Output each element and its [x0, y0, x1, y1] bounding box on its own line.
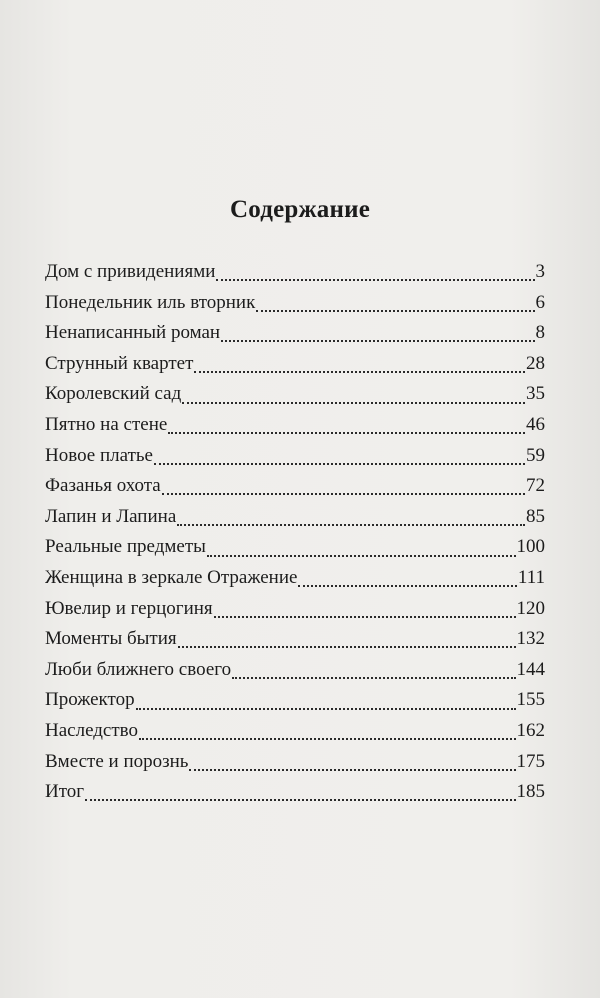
toc-entry — [45, 318, 545, 349]
dot-leader — [168, 432, 525, 434]
toc-entry-page-number: 144 — [516, 658, 545, 680]
toc-entry — [45, 777, 545, 808]
toc-entry-title: Дом с привидениями — [45, 261, 216, 282]
toc-entry — [45, 288, 545, 319]
toc-entry-title: Понедельник иль вторник — [45, 291, 256, 313]
toc-entry-title: Пятно на стене — [45, 413, 168, 435]
dot-leader — [214, 616, 516, 618]
toc-entry-title: Прожектор — [45, 689, 135, 711]
toc-entry — [45, 655, 545, 686]
toc-entry — [45, 747, 545, 778]
toc-entry-title: Наследство — [45, 719, 138, 741]
toc-entry-page-number: 28 — [526, 352, 545, 374]
dot-leader — [162, 493, 525, 495]
toc-entry-title: Ювелир и герцогиня — [45, 597, 213, 619]
toc-entry-page-number: 35 — [526, 383, 545, 405]
toc-entry-page-number: 111 — [517, 566, 545, 588]
toc-entry-page-number: 132 — [516, 628, 545, 650]
dot-leader — [177, 524, 525, 526]
toc-entry — [45, 410, 545, 441]
toc-entry-title: Струнный квартет — [45, 352, 194, 374]
toc-entry-page-number: 8 — [535, 322, 545, 344]
page-title: Содержание — [229, 196, 370, 223]
toc-entry — [45, 441, 545, 472]
toc-entry-page-number: 155 — [516, 689, 545, 711]
toc-entry-page-number: 72 — [526, 475, 545, 497]
toc-entry — [45, 502, 545, 533]
dot-leader — [232, 677, 515, 679]
dot-leader — [154, 463, 525, 465]
toc-entry-title: Реальные предметы — [45, 536, 206, 558]
toc-entry-page-number: 162 — [516, 719, 545, 741]
toc-entry — [45, 471, 545, 502]
dot-leader — [256, 310, 534, 312]
toc-entry-title: Вместе и порознь — [45, 750, 189, 772]
toc-entry — [45, 532, 545, 563]
dot-leader — [216, 279, 534, 281]
dot-leader — [221, 340, 534, 342]
toc-entry-title: Фазанья охота — [45, 475, 161, 497]
toc-entry — [45, 716, 545, 747]
toc-entry-title: Моменты бытия — [45, 628, 177, 650]
toc-entry — [45, 379, 545, 410]
toc-entry-page-number: 6 — [535, 291, 545, 313]
dot-leader — [136, 708, 516, 710]
toc-entry-page-number: 59 — [526, 444, 545, 466]
dot-leader — [178, 646, 516, 648]
toc-entry-title: Новое платье — [45, 444, 153, 466]
toc-entry-page-number: 185 — [516, 781, 545, 803]
dot-leader — [139, 738, 516, 740]
toc-entry — [45, 594, 545, 625]
toc-entry-page-number: 120 — [516, 597, 545, 619]
table-of-contents — [45, 257, 545, 808]
toc-entry-title: Королевский сад — [45, 383, 182, 405]
toc-entry-page-number: 175 — [516, 750, 545, 772]
dot-leader — [189, 769, 515, 771]
toc-entry — [45, 624, 545, 655]
dot-leader — [85, 799, 515, 801]
toc-entry — [45, 685, 545, 716]
dot-leader — [182, 402, 525, 404]
toc-entry-page-number: 100 — [516, 536, 545, 558]
toc-entry — [45, 257, 545, 288]
toc-entry-title: Ненаписанный роман — [45, 322, 221, 344]
toc-entry — [45, 349, 545, 380]
toc-entry-page-number: 3 — [535, 261, 545, 282]
toc-entry-title: Лапин и Лапина — [45, 505, 177, 527]
toc-entry-page-number: 85 — [526, 505, 545, 527]
toc-entry-page-number: 46 — [526, 413, 545, 435]
toc-entry-title: Люби ближнего своего — [45, 658, 232, 680]
dot-leader — [207, 555, 516, 557]
toc-entry-title: Итог — [45, 781, 85, 803]
toc-entry — [45, 563, 545, 594]
dot-leader — [194, 371, 525, 373]
dot-leader — [298, 585, 516, 587]
toc-entry-title: Женщина в зеркале Отражение — [45, 566, 298, 588]
